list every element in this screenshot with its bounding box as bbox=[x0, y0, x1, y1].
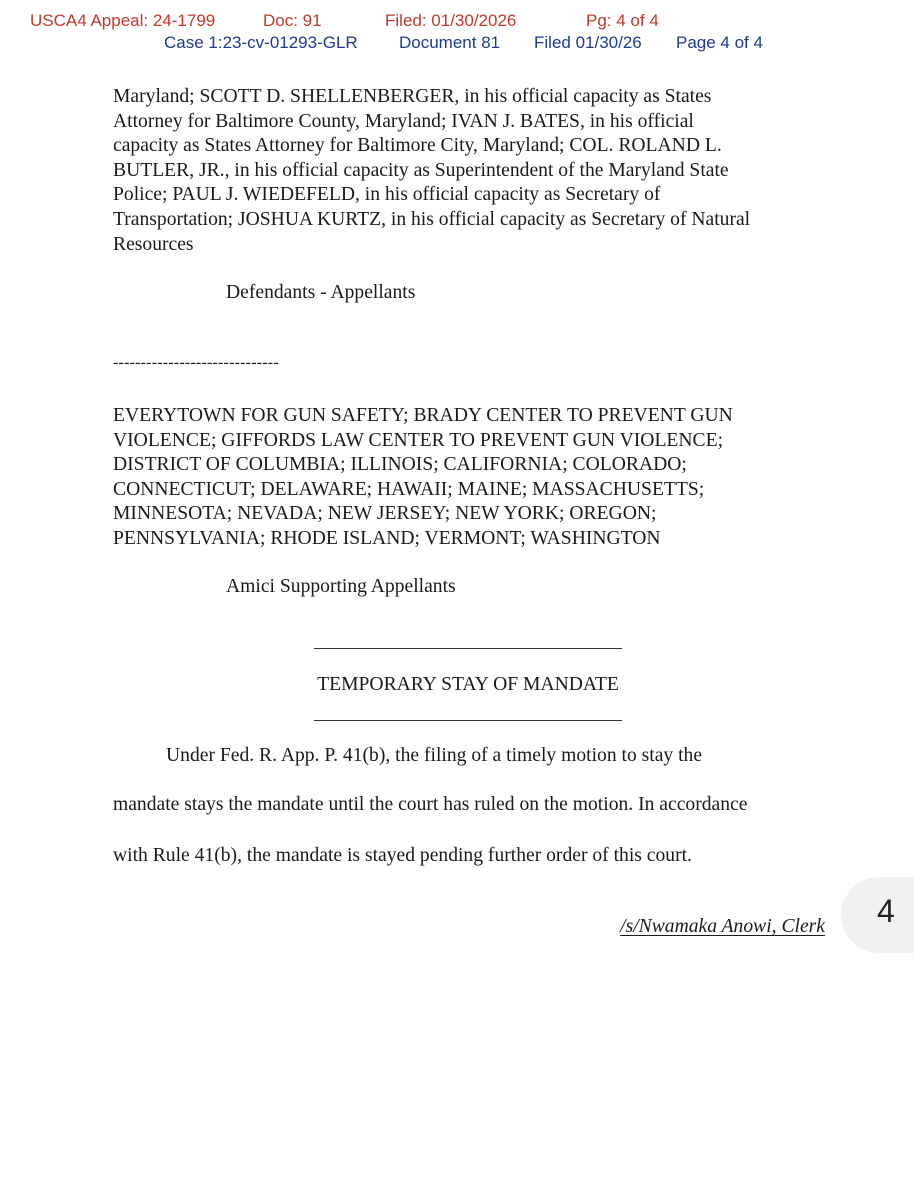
defendants-line: Attorney for Baltimore County, Maryland; IVAN J. BATES, in his official bbox=[113, 110, 694, 132]
party-separator: ------------------------------ bbox=[113, 354, 279, 371]
defendants-line: Resources bbox=[113, 233, 194, 255]
defendants-line: BUTLER, JR., in his official capacity as Superintendent of the Maryland State bbox=[113, 159, 729, 181]
amici-line: MINNESOTA; NEVADA; NEW JERSEY; NEW YORK; OREGON; bbox=[113, 503, 657, 525]
order-body-line: mandate stays the mandate until the court has ruled on the motion. In accordance bbox=[113, 794, 748, 815]
defendants-line: Transportation; JOSHUA KURTZ, in his official capacity as Secretary of Natural bbox=[113, 208, 751, 230]
defendants-label: Defendants - Appellants bbox=[226, 282, 416, 303]
title-rule-top bbox=[314, 648, 622, 649]
appellate-page-count: Pg: 4 of 4 bbox=[586, 11, 659, 30]
page-number: 4 bbox=[877, 893, 895, 929]
amici-label: Amici Supporting Appellants bbox=[226, 576, 456, 597]
doc-number: Doc: 91 bbox=[263, 11, 322, 30]
district-filed-date: Filed 01/30/26 bbox=[534, 33, 642, 52]
case-number: Case 1:23-cv-01293-GLR bbox=[164, 33, 358, 52]
defendants-line: Police; PAUL J. WIEDEFELD, in his official capacity as Secretary of bbox=[113, 184, 661, 206]
amici-line: PENNSYLVANIA; RHODE ISLAND; VERMONT; WASHINGTON bbox=[113, 527, 661, 549]
defendants-line: Maryland; SCOTT D. SHELLENBERGER, in his official capacity as States bbox=[113, 86, 712, 107]
amici-line: VIOLENCE; GIFFORDS LAW CENTER TO PREVENT GUN VIOLENCE; bbox=[113, 429, 724, 451]
order-title: TEMPORARY STAY OF MANDATE bbox=[317, 674, 619, 695]
appeal-number: USCA4 Appeal: 24-1799 bbox=[30, 11, 216, 30]
amici-paragraph bbox=[113, 404, 833, 552]
page-number-badge[interactable] bbox=[841, 877, 914, 953]
defendants-line: capacity as States Attorney for Baltimore City, Maryland; COL. ROLAND L. bbox=[113, 135, 722, 157]
clerk-signature: /s/Nwamaka Anowi, Clerk bbox=[620, 916, 825, 937]
district-document-number: Document 81 bbox=[399, 33, 501, 52]
district-page-count: Page 4 of 4 bbox=[676, 33, 763, 52]
title-rule-bottom bbox=[314, 720, 622, 721]
order-body-line: with Rule 41(b), the mandate is stayed pending further order of this court. bbox=[113, 845, 692, 866]
amici-line: EVERYTOWN FOR GUN SAFETY; BRADY CENTER TO PREVENT GUN bbox=[113, 405, 733, 426]
defendants-paragraph bbox=[113, 85, 833, 257]
amici-line: CONNECTICUT; DELAWARE; HAWAII; MAINE; MASSACHUSETTS; bbox=[113, 478, 705, 500]
order-body-line: Under Fed. R. App. P. 41(b), the filing of a timely motion to stay the bbox=[166, 745, 703, 766]
appellate-filed-date: Filed: 01/30/2026 bbox=[385, 11, 517, 30]
amici-line: DISTRICT OF COLUMBIA; ILLINOIS; CALIFORNIA; COLORADO; bbox=[113, 454, 687, 476]
